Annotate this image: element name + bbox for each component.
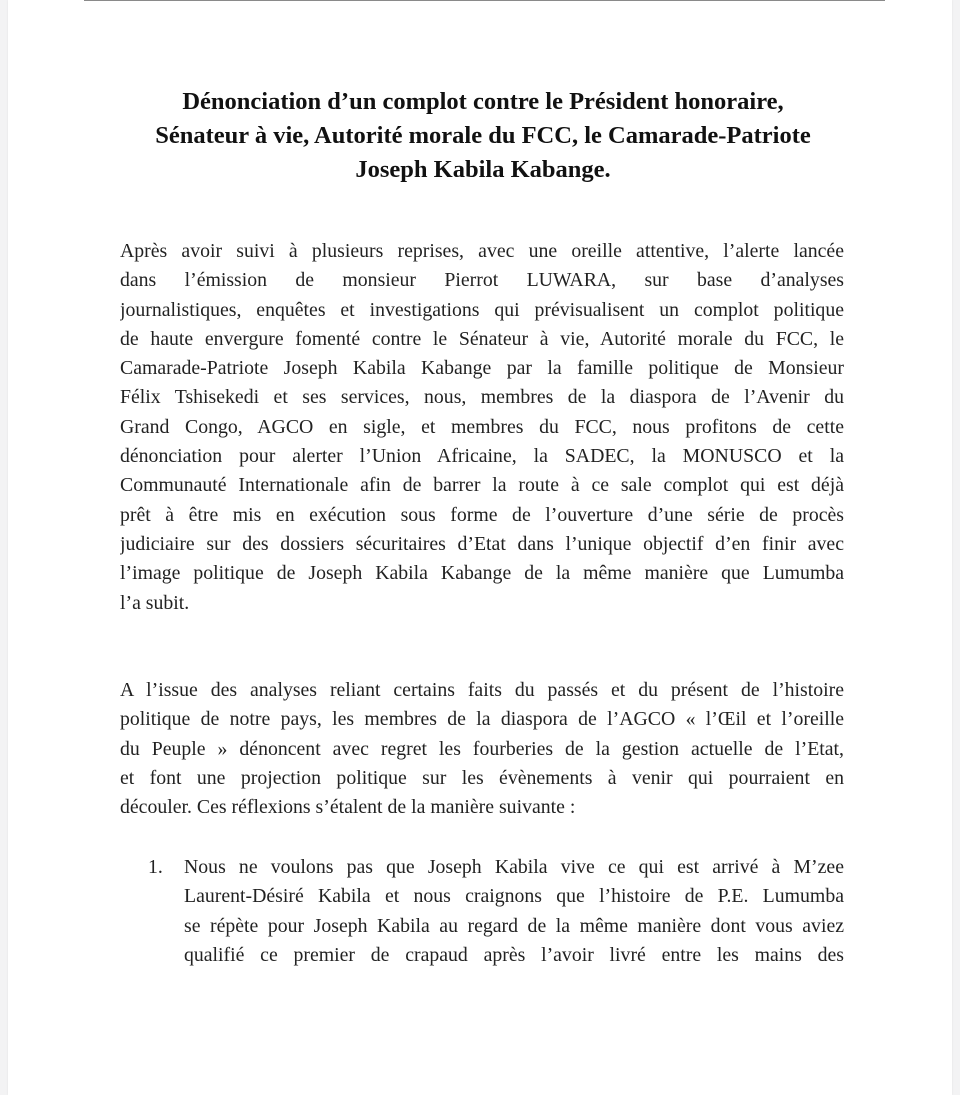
text-line: judiciaire sur des dossiers sécuritaires d’Etat dans l’unique objectif d’en finir avec bbox=[120, 532, 844, 555]
text-line: l’a subit. bbox=[120, 591, 190, 614]
text-line: Grand Congo, AGCO en sigle, et membres du FCC, nous profitons de cette bbox=[120, 415, 844, 438]
text-line: l’image politique de Joseph Kabila Kabange de la même manière que Lumumba bbox=[120, 562, 844, 585]
text-line: qualifié ce premier de crapaud après l’avoir livré entre les mains des bbox=[184, 943, 844, 966]
list-item-number: 1. bbox=[148, 856, 163, 878]
text-line: Laurent-Désiré Kabila et nous craignons que l’histoire de P.E. Lumumba bbox=[184, 885, 844, 908]
text-line: Communauté Internationale afin de barrer la route à ce sale complot qui est déjà bbox=[120, 474, 844, 497]
text-line: A l’issue des analyses reliant certains faits du passés et du présent de l’histoire bbox=[120, 679, 844, 701]
text-line: dans l’émission de monsieur Pierrot LUWARA, sur base d’analyses bbox=[120, 269, 844, 292]
document-title bbox=[128, 85, 838, 187]
list-item bbox=[184, 853, 844, 970]
text-line: et font une projection politique sur les évènements à venir qui pourraient en bbox=[120, 766, 844, 789]
paragraph-analysis bbox=[120, 676, 844, 822]
text-line: politique de notre pays, les membres de la diaspora de l’AGCO « l’Œil et l’oreille bbox=[120, 708, 844, 731]
title-line: Dénonciation d’un complot contre le Président honoraire, bbox=[182, 88, 784, 115]
text-line: Après avoir suivi à plusieurs reprises, avec une oreille attentive, l’alerte lancée bbox=[120, 240, 844, 262]
text-line: Félix Tshisekedi et ses services, nous, membres de la diaspora de l’Avenir du bbox=[120, 386, 844, 409]
text-line: du Peuple » dénoncent avec regret les fourberies de la gestion actuelle de l’Etat, bbox=[120, 737, 844, 760]
text-line: se répète pour Joseph Kabila au regard de la même manière dont vous aviez bbox=[184, 914, 844, 937]
text-line: Nous ne voulons pas que Joseph Kabila vive ce qui est arrivé à M’zee bbox=[184, 856, 844, 878]
text-line: prêt à être mis en exécution sous forme de l’ouverture d’une série de procès bbox=[120, 503, 844, 526]
text-line: Camarade-Patriote Joseph Kabila Kabange par la famille politique de Monsieur bbox=[120, 357, 844, 380]
text-line: journalistiques, enquêtes et investigations qui prévisualisent un complot politique bbox=[120, 298, 844, 321]
title-line: Joseph Kabila Kabange. bbox=[355, 156, 611, 183]
document-page bbox=[8, 0, 952, 1095]
text-line: dénonciation pour alerter l’Union Africaine, la SADEC, la MONUSCO et la bbox=[120, 445, 844, 468]
text-line: découler. Ces réflexions s’étalent de la manière suivante : bbox=[120, 796, 576, 819]
paragraph-intro bbox=[120, 237, 844, 618]
text-line: de haute envergure fomenté contre le Sénateur à vie, Autorité morale du FCC, le bbox=[120, 327, 844, 350]
title-line: Sénateur à vie, Autorité morale du FCC, le Camarade-Patriote bbox=[155, 122, 811, 149]
top-divider bbox=[84, 0, 885, 1]
